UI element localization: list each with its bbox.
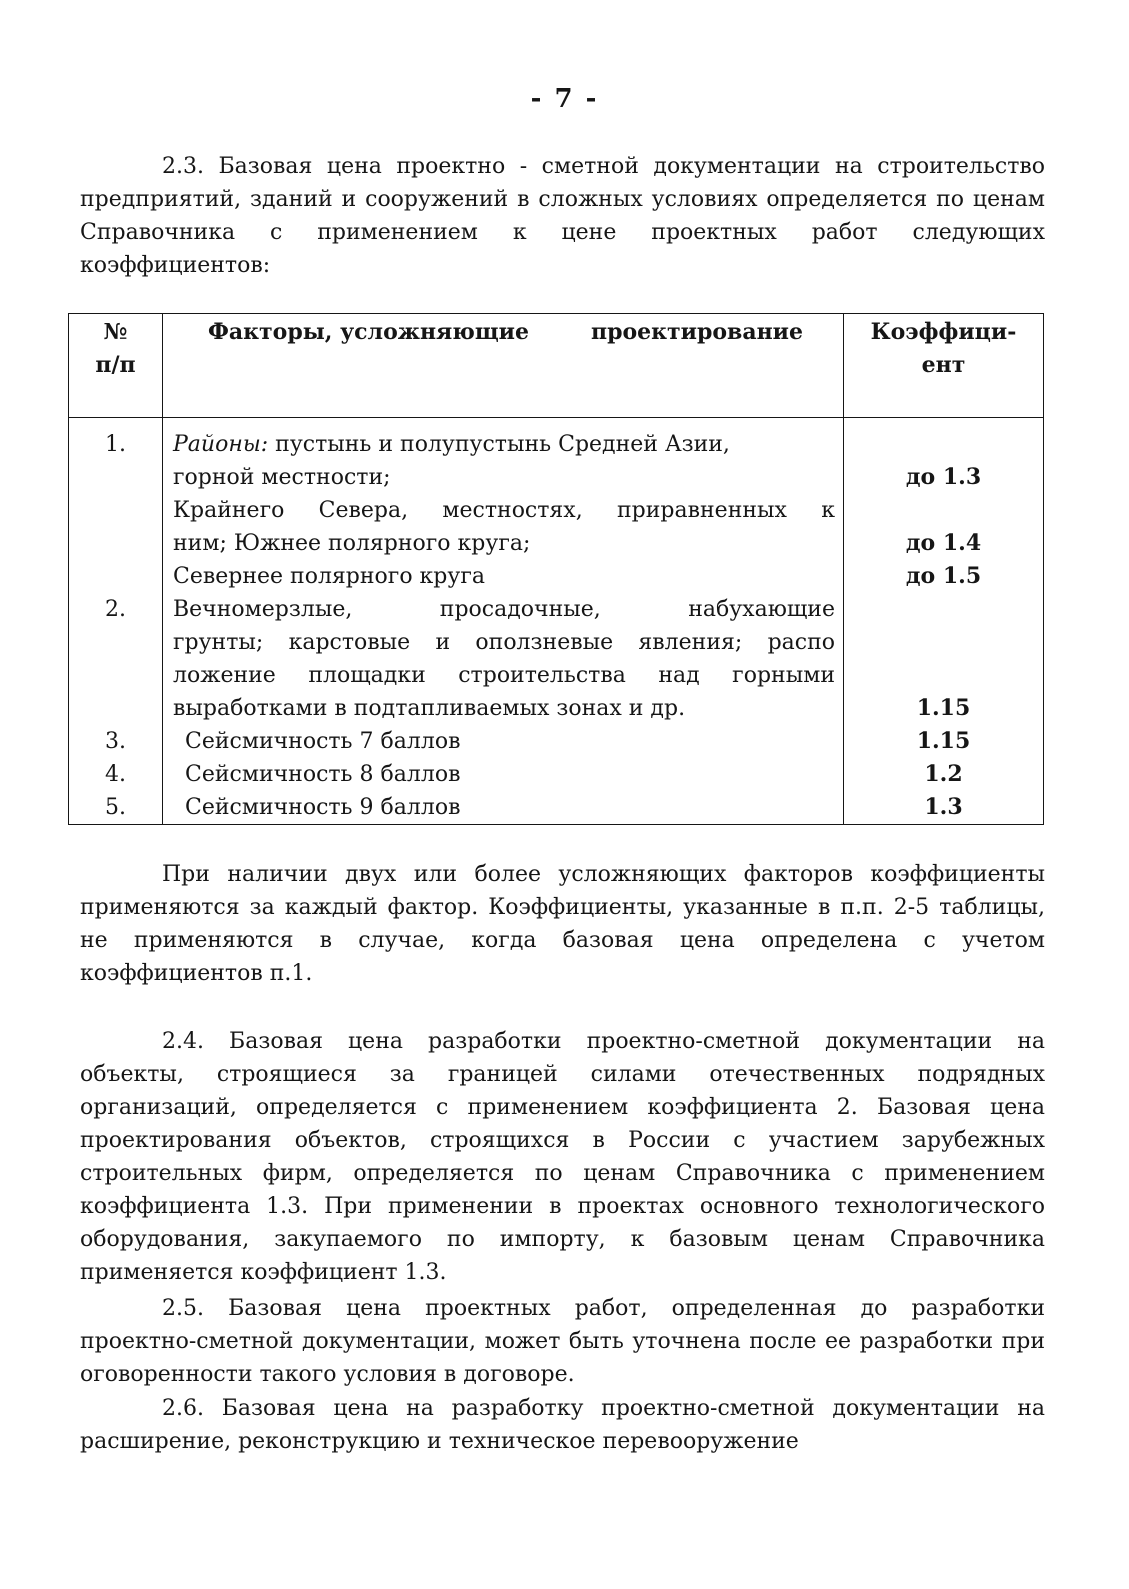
factor-line [173,758,835,791]
factor-line [173,461,835,494]
factor-line [173,494,835,527]
coefficient-value [844,593,1043,626]
header-factors-word2: проектирование [590,319,803,345]
factor-line [173,725,835,758]
table-row [69,593,1044,725]
factor-cell [163,791,844,825]
factor-line-text: Севернее полярного круга [173,564,485,589]
paragraph-note: При наличии двух или более усложняющих факторов коэффициенты применяются за каждый фактор. Коэффициенты, указанные в п.п. 2-5 таблицы, не применяются в случае, когда базовая цена определена с учетом коэффициентов п.1. [80,862,1045,986]
coefficients-table [68,313,1044,825]
paragraph-2-4: 2.4. Базовая цена разработки проектно-сметной документации на объекты, строящиеся за границей силами отечественных подрядных организаций, определяется с применением коэффициента 2. Базовая цена проектирования объектов, строящихся в России с участием зарубежных строительных фирм, определяется по ценам Справочника с применением коэффициента 1.3. При применении в проектах основного технологического оборудования, закупаемого по импорту, к базовым ценам Справочника применяется коэффициент 1.3. [80,1029,1045,1285]
factor-line-text: Сейсмичность 8 баллов [185,762,461,787]
factor-cell [163,725,844,758]
factor-line [173,692,835,725]
coefficient-value: 1.15 [916,695,971,721]
factor-line-text: ложение площадки строительства над горными [173,663,835,688]
table-row [69,758,1044,791]
table-row [69,725,1044,758]
coefficient-value: 1.3 [924,794,963,820]
coefficient-value [844,626,1043,659]
factor-line-text: Сейсмичность 7 баллов [185,729,461,754]
factor-line-text: Сейсмичность 9 баллов [185,795,461,820]
row-number [69,725,163,758]
header-num [69,314,163,418]
coefficient-value [844,428,1043,461]
coefficient-cell [844,593,1044,725]
factor-cell [163,758,844,791]
header-factors-word1: Факторы, усложняющие [208,319,529,345]
coefficient-value: до 1.4 [905,530,982,556]
table-row [69,418,1044,594]
factor-line-text: горной местности; [173,465,391,490]
header-num-line1: № [103,319,128,345]
coefficient-value [844,494,1043,527]
row-number [69,791,163,825]
coefficient-cell [844,725,1044,758]
factor-italic-label: Районы: [173,432,269,457]
header-coefficient [844,314,1044,418]
coefficient-value: 1.2 [924,761,963,787]
header-factors [163,314,844,418]
paragraph-2-3: 2.3. Базовая цена проектно - сметной документации на строительство предприятий, зданий и сооружений в сложных условиях определяется по ценам Справочника с применением к цене проектных работ следующих коэффициентов: [80,154,1045,278]
factor-cell [163,593,844,725]
row-number-text: 3. [105,729,126,754]
factor-cell [163,418,844,594]
factor-line [173,791,835,824]
row-number [69,593,163,725]
factor-line-text: Вечномерзлые, просадочные, набухающие [173,597,835,622]
paragraph-2-5: 2.5. Базовая цена проектных работ, определенная до разработки проектно-сметной документации, может быть уточнена после ее разработки при оговоренности такого условия в договоре. [80,1296,1045,1387]
factor-line-text: грунты; карстовые и оползневые явления; распо [173,630,835,655]
header-coef-line1: Коэффици- [870,319,1017,345]
coefficient-cell [844,418,1044,594]
header-num-line2: п/п [95,352,136,378]
factor-line-text: выработками в подтапливаемых зонах и др. [173,696,686,721]
factor-line-text: Крайнего Севера, местностях, приравненных к [173,498,835,523]
factor-line-text: ним; Южнее полярного круга; [173,531,531,556]
factor-line-text: пустынь и полупустынь Средней Азии, [268,432,730,457]
factor-line [173,560,835,593]
coefficient-value: 1.15 [916,728,971,754]
paragraph-2-6: 2.6. Базовая цена на разработку проектно-сметной документации на расширение, реконструкцию и техническое перевооружение [80,1396,1045,1454]
coefficient-cell [844,791,1044,825]
row-number-text: 2. [105,597,126,622]
factor-line [173,659,835,692]
factor-line [173,428,835,461]
factor-line [173,626,835,659]
header-coef-line2: ент [921,352,966,378]
coefficient-cell [844,758,1044,791]
coefficient-value: до 1.3 [905,464,982,490]
table-body [69,418,1044,825]
row-number [69,758,163,791]
coefficient-value: до 1.5 [905,563,982,589]
row-number [69,418,163,594]
coefficient-value [844,659,1043,692]
table-row [69,791,1044,825]
table-header [69,314,1044,418]
factor-line [173,527,835,560]
factor-line [173,593,835,626]
row-number-text: 1. [105,432,126,457]
row-number-text: 5. [105,795,126,820]
page-number: - 7 - [530,84,599,114]
row-number-text: 4. [105,762,126,787]
